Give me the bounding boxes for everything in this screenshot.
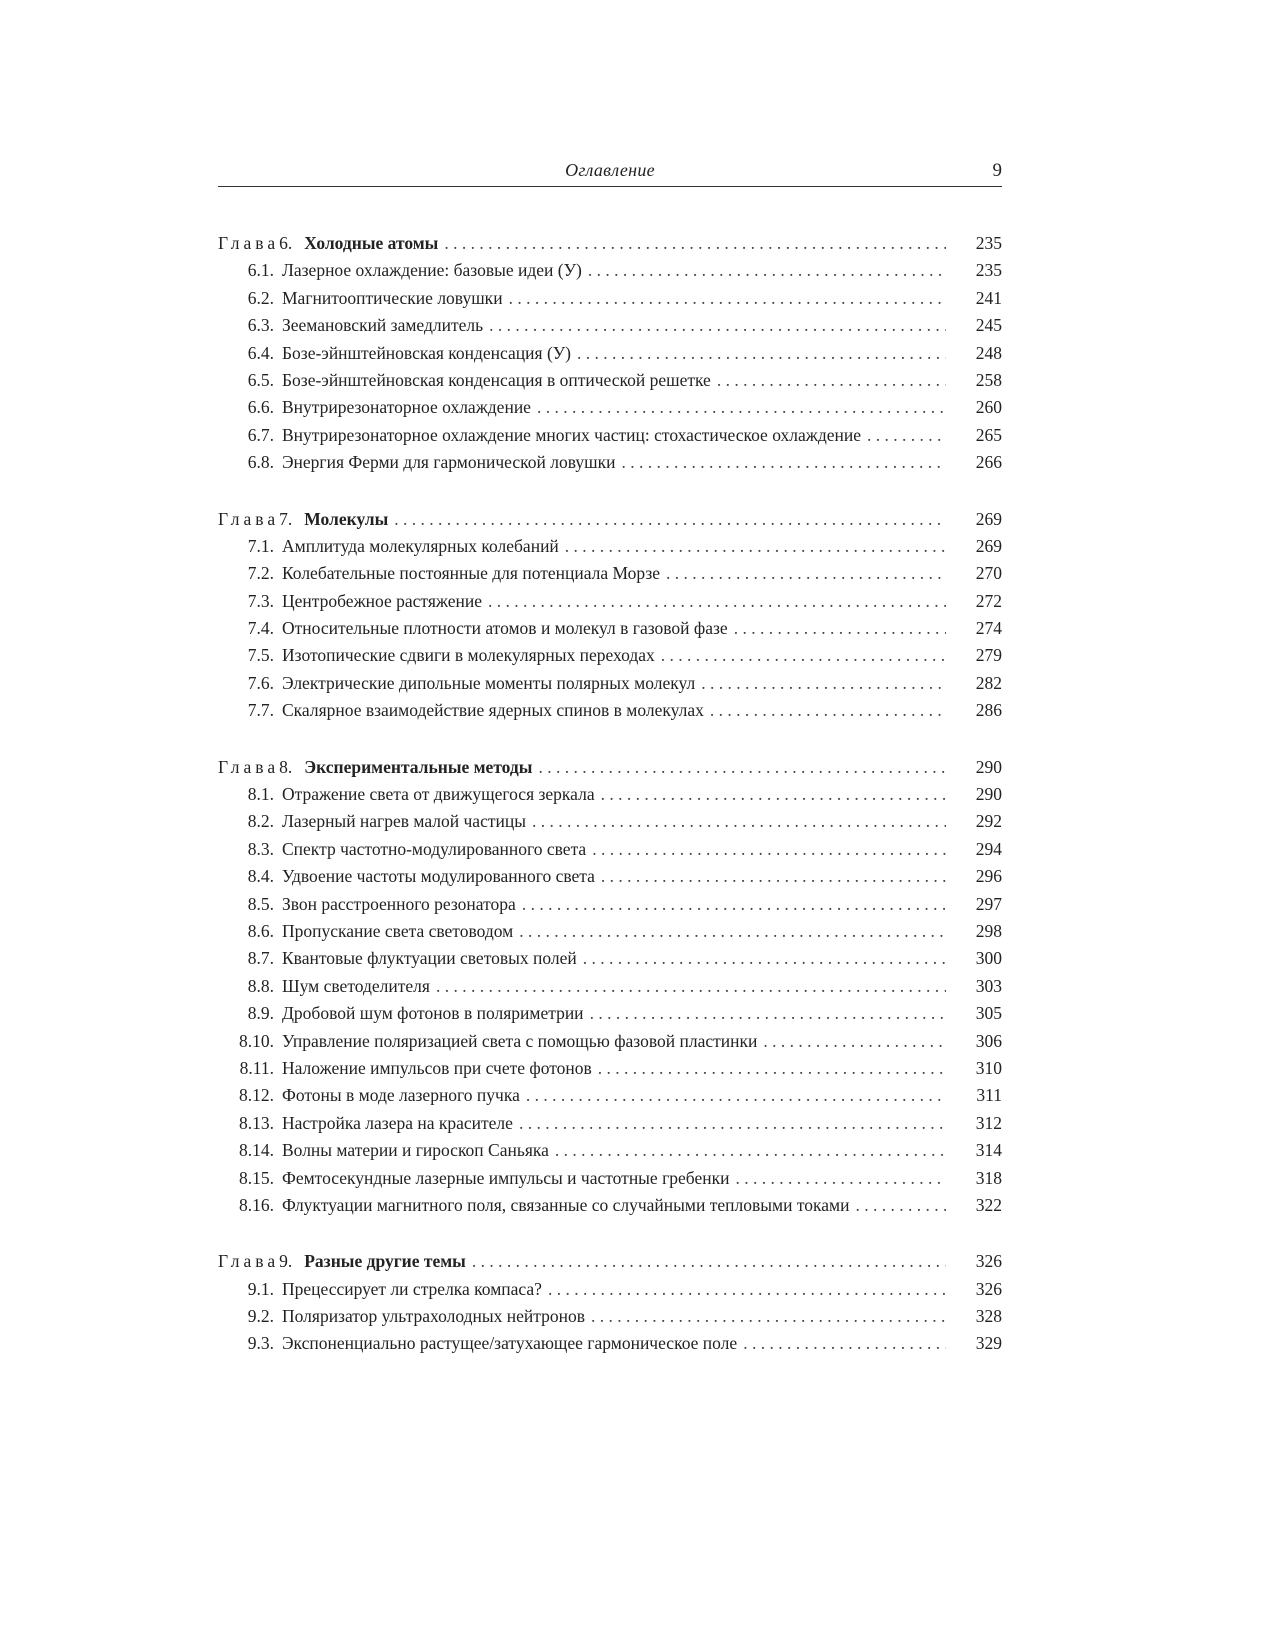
dot-leader xyxy=(743,1330,946,1357)
section-page-number: 265 xyxy=(975,424,1002,445)
chapter-page-number: 235 xyxy=(975,233,1002,253)
section-page-number: 311 xyxy=(976,1085,1002,1106)
chapter-title: Молекулы xyxy=(304,508,389,529)
dot-leader xyxy=(591,1303,946,1330)
section-title: Относительные плотности атомов и молекул в газовой фазе xyxy=(282,618,728,639)
section-number: 8.1. xyxy=(247,784,274,805)
dot-leader xyxy=(489,312,946,339)
dot-leader xyxy=(717,367,946,394)
dot-leader xyxy=(555,1137,946,1164)
section-number: 8.12. xyxy=(239,1085,274,1106)
dot-leader xyxy=(592,836,946,863)
dot-leader xyxy=(701,670,946,697)
section-number: 7.7. xyxy=(247,700,274,721)
dot-leader xyxy=(598,1055,946,1082)
section-entry[interactable] xyxy=(218,781,1002,808)
section-title: Амплитуда молекулярных колебаний xyxy=(282,535,559,556)
section-title: Удвоение частоты модулированного света xyxy=(282,866,595,887)
dot-leader xyxy=(472,1248,946,1275)
section-title: Пропускание света световодом xyxy=(282,920,514,941)
dot-leader xyxy=(565,533,946,560)
section-page-number: 314 xyxy=(975,1140,1002,1161)
section-title: Звон расстроенного резонатора xyxy=(282,893,516,914)
dot-leader xyxy=(509,285,946,312)
chapter-entry[interactable] xyxy=(218,1248,1002,1275)
section-title: Спектр частотно-модулированного света xyxy=(282,838,587,859)
section-page-number: 306 xyxy=(975,1030,1002,1051)
section-entry[interactable] xyxy=(218,1330,1002,1357)
dot-leader xyxy=(537,394,946,421)
section-page-number: 322 xyxy=(975,1194,1002,1215)
section-title: Скалярное взаимодействие ядерных спинов в молекулах xyxy=(282,700,704,721)
chapter-number: 8. xyxy=(279,756,293,777)
section-page-number: 328 xyxy=(975,1306,1002,1327)
dot-leader xyxy=(436,973,946,1000)
dot-leader xyxy=(734,615,946,642)
section-entry[interactable] xyxy=(218,340,1002,367)
running-head xyxy=(218,160,1002,187)
section-entry[interactable] xyxy=(218,1000,1002,1027)
chapter-label: Глава xyxy=(218,233,280,253)
section-page-number: 296 xyxy=(975,866,1002,887)
section-number: 7.4. xyxy=(247,618,274,639)
section-title: Изотопические сдвиги в молекулярных переходах xyxy=(282,645,655,666)
section-page-number: 326 xyxy=(975,1278,1002,1299)
section-number: 8.4. xyxy=(247,866,274,887)
section-number: 8.9. xyxy=(247,1003,274,1024)
chapter-page-number: 269 xyxy=(975,508,1002,529)
section-title: Экспоненциально растущее/затухающее гармоническое поле xyxy=(282,1333,738,1354)
section-entry[interactable] xyxy=(218,891,1002,918)
section-number: 8.6. xyxy=(247,920,274,941)
dot-leader xyxy=(867,422,946,449)
section-number: 8.8. xyxy=(247,975,274,996)
section-entry[interactable] xyxy=(218,918,1002,945)
section-entry[interactable] xyxy=(218,394,1002,421)
section-entry[interactable] xyxy=(218,1028,1002,1055)
section-number: 8.13. xyxy=(239,1112,274,1133)
section-entry[interactable] xyxy=(218,973,1002,1000)
section-entry[interactable] xyxy=(218,533,1002,560)
chapter-number: 9. xyxy=(279,1251,293,1272)
section-page-number: 303 xyxy=(975,975,1002,996)
section-page-number: 272 xyxy=(975,590,1002,611)
chapter-label: Глава xyxy=(218,756,280,777)
section-title: Внутрирезонаторное охлаждение многих частиц: стохастическое охлаждение xyxy=(282,424,862,445)
section-page-number: 294 xyxy=(975,838,1002,859)
section-entry[interactable] xyxy=(218,1110,1002,1137)
section-title: Шум светоделителя xyxy=(282,975,430,996)
page-number: 9 xyxy=(992,160,1002,181)
section-number: 8.16. xyxy=(239,1194,274,1215)
chapter-block xyxy=(218,1248,1002,1358)
chapter-block xyxy=(218,230,1002,477)
section-number: 6.4. xyxy=(247,342,274,363)
section-page-number: 270 xyxy=(975,563,1002,584)
chapter-title: Холодные атомы xyxy=(304,233,439,253)
section-entry[interactable] xyxy=(218,615,1002,642)
section-entry[interactable] xyxy=(218,836,1002,863)
section-entry[interactable] xyxy=(218,863,1002,890)
dot-leader xyxy=(710,697,946,724)
section-number: 8.2. xyxy=(247,811,274,832)
section-number: 7.6. xyxy=(247,672,274,693)
section-entry[interactable] xyxy=(218,312,1002,339)
dot-leader xyxy=(488,588,946,615)
dot-leader xyxy=(519,1110,946,1137)
section-number: 6.5. xyxy=(247,369,274,390)
dot-leader xyxy=(661,642,946,669)
table-of-contents xyxy=(218,230,1002,1387)
section-number: 6.6. xyxy=(247,397,274,418)
chapter-number: 7. xyxy=(279,508,293,529)
section-number: 6.8. xyxy=(247,452,274,473)
chapter-block xyxy=(218,506,1002,725)
section-number: 8.3. xyxy=(247,838,274,859)
section-page-number: 245 xyxy=(975,315,1002,336)
section-page-number: 300 xyxy=(975,948,1002,969)
section-page-number: 310 xyxy=(975,1057,1002,1078)
section-page-number: 241 xyxy=(975,287,1002,308)
section-number: 8.11. xyxy=(239,1057,274,1078)
section-entry[interactable] xyxy=(218,449,1002,476)
section-title: Волны материи и гироскоп Саньяка xyxy=(282,1140,549,1161)
dot-leader xyxy=(590,1000,946,1027)
section-entry[interactable] xyxy=(218,367,1002,394)
dot-leader xyxy=(601,863,946,890)
chapter-title: Экспериментальные методы xyxy=(304,756,533,777)
section-number: 6.3. xyxy=(247,315,274,336)
section-title: Магнитооптические ловушки xyxy=(282,287,503,308)
section-entry[interactable] xyxy=(218,560,1002,587)
section-page-number: 266 xyxy=(975,452,1002,473)
section-title: Зеемановский замедлитель xyxy=(282,315,484,336)
section-title: Центробежное растяжение xyxy=(282,590,483,611)
section-entry[interactable] xyxy=(218,1137,1002,1164)
section-title: Бозе-эйнштейновская конденсация (У) xyxy=(282,342,571,363)
section-title: Флуктуации магнитного поля, связанные со случайными тепловыми токами xyxy=(282,1194,850,1215)
section-entry[interactable] xyxy=(218,642,1002,669)
section-number: 7.5. xyxy=(247,645,274,666)
chapter-label: Глава xyxy=(218,1251,280,1272)
section-page-number: 248 xyxy=(975,342,1002,363)
section-number: 6.2. xyxy=(247,287,274,308)
chapter-entry[interactable] xyxy=(218,754,1002,781)
dot-leader xyxy=(522,891,946,918)
chapter-page-number: 290 xyxy=(975,756,1002,777)
section-title: Колебательные постоянные для потенциала Морзе xyxy=(282,563,661,584)
section-title: Дробовой шум фотонов в поляриметрии xyxy=(282,1003,584,1024)
dot-leader xyxy=(538,754,946,781)
section-title: Лазерный нагрев малой частицы xyxy=(282,811,526,832)
section-title: Лазерное охлаждение: базовые идеи (У) xyxy=(282,260,582,281)
section-page-number: 298 xyxy=(975,920,1002,941)
dot-leader xyxy=(855,1192,946,1219)
section-entry[interactable] xyxy=(218,422,1002,449)
dot-leader xyxy=(444,230,946,257)
section-entry[interactable] xyxy=(218,1303,1002,1330)
section-number: 8.15. xyxy=(239,1167,274,1188)
section-entry[interactable] xyxy=(218,1082,1002,1109)
section-title: Фемтосекундные лазерные импульсы и частотные гребенки xyxy=(282,1167,730,1188)
section-page-number: 274 xyxy=(975,618,1002,639)
section-title: Наложение импульсов при счете фотонов xyxy=(282,1057,592,1078)
section-entry[interactable] xyxy=(218,588,1002,615)
dot-leader xyxy=(394,506,946,533)
section-title: Прецессирует ли стрелка компаса? xyxy=(282,1278,542,1299)
section-number: 6.1. xyxy=(247,260,274,281)
section-page-number: 235 xyxy=(975,260,1002,281)
section-page-number: 305 xyxy=(975,1003,1002,1024)
section-page-number: 279 xyxy=(975,645,1002,666)
section-entry[interactable] xyxy=(218,1055,1002,1082)
section-page-number: 260 xyxy=(975,397,1002,418)
chapter-block xyxy=(218,754,1002,1220)
dot-leader xyxy=(532,808,946,835)
section-title: Поляризатор ультрахолодных нейтронов xyxy=(282,1306,585,1327)
dot-leader xyxy=(763,1028,946,1055)
section-title: Бозе-эйнштейновская конденсация в оптической решетке xyxy=(282,369,711,390)
section-number: 8.14. xyxy=(239,1140,274,1161)
section-page-number: 297 xyxy=(975,893,1002,914)
section-title: Квантовые флуктуации световых полей xyxy=(282,948,577,969)
dot-leader xyxy=(588,257,946,284)
dot-leader xyxy=(548,1276,946,1303)
chapter-entry[interactable] xyxy=(218,230,1002,257)
section-number: 8.10. xyxy=(239,1030,274,1051)
section-page-number: 318 xyxy=(975,1167,1002,1188)
section-number: 9.1. xyxy=(247,1278,274,1299)
section-entry[interactable] xyxy=(218,257,1002,284)
section-number: 9.3. xyxy=(247,1333,274,1354)
section-entry[interactable] xyxy=(218,1165,1002,1192)
dot-leader xyxy=(666,560,946,587)
chapter-title: Разные другие темы xyxy=(304,1251,466,1272)
section-number: 8.5. xyxy=(247,893,274,914)
section-title: Управление поляризацией света с помощью фазовой пластинки xyxy=(282,1030,758,1051)
section-number: 6.7. xyxy=(247,424,274,445)
section-page-number: 329 xyxy=(975,1333,1002,1354)
section-page-number: 269 xyxy=(975,535,1002,556)
chapter-number: 6. xyxy=(279,233,293,253)
section-number: 8.7. xyxy=(247,948,274,969)
dot-leader xyxy=(577,340,946,367)
dot-leader xyxy=(735,1165,946,1192)
section-page-number: 312 xyxy=(975,1112,1002,1133)
section-page-number: 292 xyxy=(975,811,1002,832)
dot-leader xyxy=(621,449,946,476)
section-page-number: 286 xyxy=(975,700,1002,721)
section-number: 9.2. xyxy=(247,1306,274,1327)
section-entry[interactable] xyxy=(218,1276,1002,1303)
section-page-number: 258 xyxy=(975,369,1002,390)
section-entry[interactable] xyxy=(218,697,1002,724)
dot-leader xyxy=(601,781,946,808)
section-title: Электрические дипольные моменты полярных молекул xyxy=(282,672,696,693)
section-title: Внутрирезонаторное охлаждение xyxy=(282,397,531,418)
section-page-number: 290 xyxy=(975,784,1002,805)
section-title: Настройка лазера на красителе xyxy=(282,1112,513,1133)
section-entry[interactable] xyxy=(218,1192,1002,1219)
section-number: 7.1. xyxy=(247,535,274,556)
section-title: Энергия Ферми для гармонической ловушки xyxy=(282,452,616,473)
section-number: 7.3. xyxy=(247,590,274,611)
section-number: 7.2. xyxy=(247,563,274,584)
chapter-page-number: 326 xyxy=(975,1251,1002,1272)
chapter-entry[interactable] xyxy=(218,506,1002,533)
running-head-title: Оглавление xyxy=(565,160,655,180)
section-entry[interactable] xyxy=(218,945,1002,972)
section-title: Фотоны в моде лазерного пучка xyxy=(282,1085,520,1106)
section-page-number: 282 xyxy=(975,672,1002,693)
dot-leader xyxy=(583,945,946,972)
chapter-label: Глава xyxy=(218,508,280,529)
section-title: Отражение света от движущегося зеркала xyxy=(282,784,595,805)
section-entry[interactable] xyxy=(218,808,1002,835)
section-entry[interactable] xyxy=(218,285,1002,312)
section-entry[interactable] xyxy=(218,670,1002,697)
dot-leader xyxy=(526,1082,946,1109)
dot-leader xyxy=(519,918,946,945)
